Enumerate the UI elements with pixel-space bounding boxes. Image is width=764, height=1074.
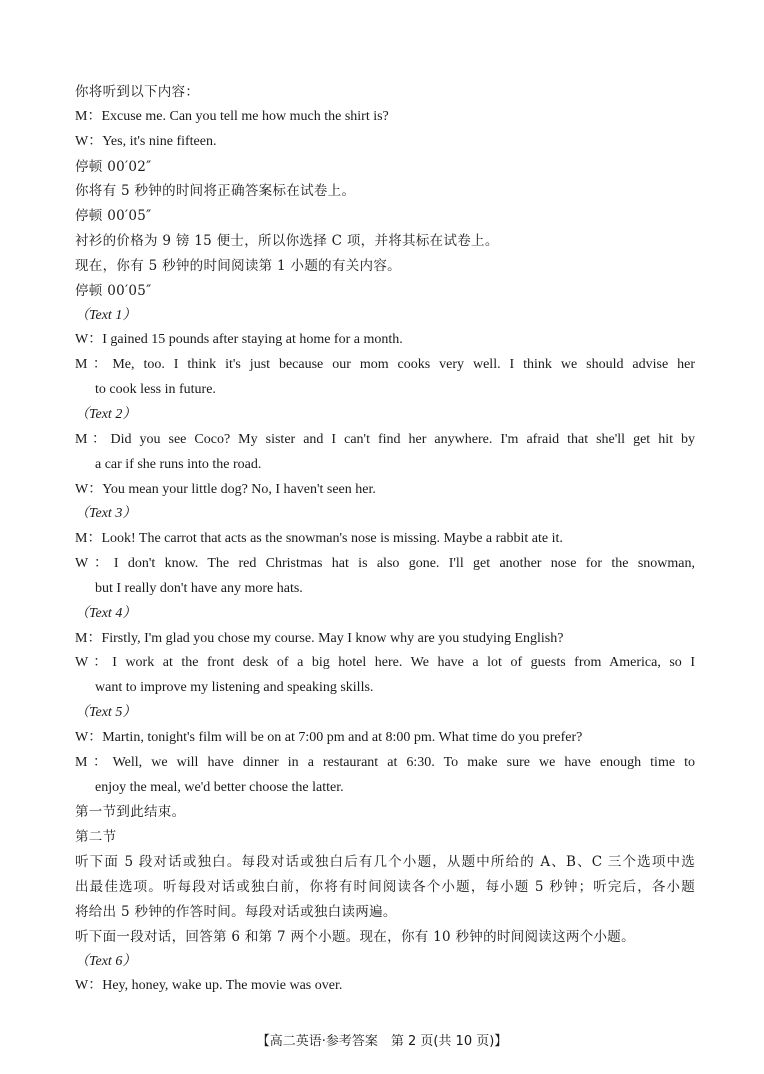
pause-line: 停顿 00′05″ <box>75 208 152 225</box>
dialogue-line: W：I work at the front desk of a big hotel here. We have a lot of guests from America, so I <box>75 655 695 671</box>
instruction-line: 将给出 5 秒钟的作答时间。每段对话或独白读两遍。 <box>75 903 397 920</box>
text-line: 你将有 5 秒钟的时间将正确答案标在试卷上。 <box>75 183 356 200</box>
dialogue-line: M：Firstly, I'm glad you chose my course. May I know why are you studying English? <box>75 630 564 646</box>
text-label: （Text 3） <box>75 506 137 522</box>
text-line: 现在，你有 5 秒钟的时间阅读第 1 小题的有关内容。 <box>75 257 401 274</box>
text-label: （Text 1） <box>75 307 137 323</box>
dialogue-line: W：Yes, it's nine fifteen. <box>75 133 217 149</box>
text-label: （Text 4） <box>75 605 137 621</box>
document-body <box>75 80 695 999</box>
instruction-line: 听下面一段对话，回答第 6 和第 7 两个小题。现在，你有 10 秒钟的时间阅读这两个小题。 <box>75 928 635 945</box>
text-label: （Text 6） <box>75 953 137 969</box>
text-line: 你将听到以下内容： <box>75 84 200 100</box>
page-footer: 【高二英语·参考答案 第 2 页(共 10 页)】 <box>256 1034 508 1049</box>
text-label: （Text 5） <box>75 705 137 721</box>
pause-line: 停顿 00′05″ <box>75 282 152 299</box>
dialogue-line: W：I gained 15 pounds after staying at home for a month. <box>75 332 403 348</box>
dialogue-line: W：Martin, tonight's film will be on at 7:00 pm and at 8:00 pm. What time do you prefer? <box>75 729 583 745</box>
dialogue-line: M：Did you see Coco? My sister and I can't find her anywhere. I'm afraid that she'll get hit by <box>75 431 695 447</box>
dialogue-continuation: to cook less in future. <box>95 382 216 398</box>
text-line: 第一节到此结束。 <box>75 804 186 821</box>
dialogue-line: W：You mean your little dog? No, I haven't seen her. <box>75 481 376 497</box>
dialogue-continuation: enjoy the meal, we'd better choose the latter. <box>95 779 344 795</box>
dialogue-continuation: but I really don't have any more hats. <box>95 580 303 596</box>
dialogue-line: M：Excuse me. Can you tell me how much the shirt is? <box>75 108 389 124</box>
section-heading: 第二节 <box>75 829 117 846</box>
instruction-line: 听下面 5 段对话或独白。每段对话或独白后有几个小题，从题中所给的 A、B、C 三个选项中选 <box>75 854 695 871</box>
dialogue-line: W：Hey, honey, wake up. The movie was over. <box>75 978 343 994</box>
dialogue-line: M：Well, we will have dinner in a restaurant at 6:30. To make sure we have enough time to <box>75 754 695 770</box>
dialogue-continuation: a car if she runs into the road. <box>95 456 262 472</box>
dialogue-line: M：Me, too. I think it's just because our mom cooks very well. I think we should advise her <box>75 357 695 373</box>
text-line: 衬衫的价格为 9 镑 15 便士，所以你选择 C 项，并将其标在试卷上。 <box>75 233 499 250</box>
instruction-line: 出最佳选项。听每段对话或独白前，你将有时间阅读各个小题，每小题 5 秒钟；听完后，各小题 <box>75 879 695 895</box>
pause-line: 停顿 00′02″ <box>75 158 152 175</box>
dialogue-line: W：I don't know. The red Christmas hat is also gone. I'll get another nose for the snowman, <box>75 556 695 572</box>
text-label: （Text 2） <box>75 406 137 422</box>
dialogue-continuation: want to improve my listening and speaking skills. <box>95 680 374 696</box>
dialogue-line: M：Look! The carrot that acts as the snowman's nose is missing. Maybe a rabbit ate it. <box>75 531 563 547</box>
